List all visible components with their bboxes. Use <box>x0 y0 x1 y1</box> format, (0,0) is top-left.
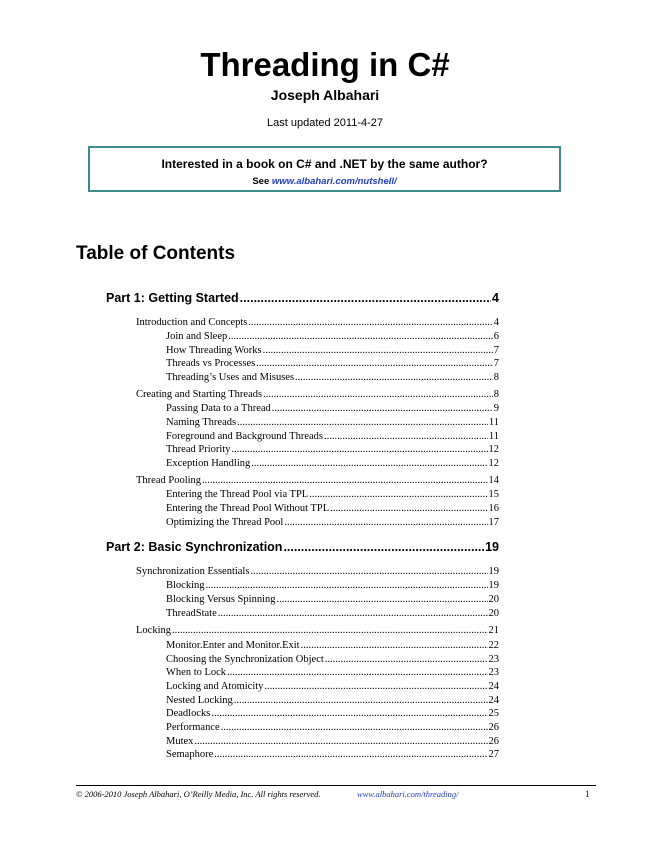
toc-subsection-entry[interactable] <box>166 721 499 734</box>
toc-entry-label: Optimizing the Thread Pool <box>166 517 284 528</box>
toc-leader-dots <box>272 402 493 415</box>
toc-entry-label: Entering the Thread Pool via TPL <box>166 489 309 500</box>
toc-entry-label: Entering the Thread Pool Without TPL <box>166 503 330 514</box>
toc-leader-dots <box>283 540 484 555</box>
toc-entry-page: 4 <box>492 291 499 305</box>
toc-leader-dots <box>221 721 488 734</box>
toc-leader-dots <box>234 694 488 707</box>
toc-subsection-entry[interactable] <box>166 443 499 456</box>
toc-entry-page: 16 <box>488 503 499 514</box>
toc-leader-dots <box>206 579 488 592</box>
toc-entry-label: Threads vs Processes <box>166 358 256 369</box>
toc-entry-page: 22 <box>488 640 499 651</box>
toc-leader-dots <box>248 316 492 329</box>
toc-entry-label: Performance <box>166 722 220 733</box>
toc-entry-page: 17 <box>488 517 499 528</box>
toc-subsection-entry[interactable] <box>166 357 499 370</box>
toc-entry-page: 21 <box>488 625 499 636</box>
toc-entry-page: 11 <box>488 431 499 442</box>
toc-part-entry[interactable] <box>106 291 499 306</box>
toc-entry-label: Part 2: Basic Synchronization <box>106 540 283 554</box>
toc-leader-dots <box>218 607 488 620</box>
toc-leader-dots <box>325 653 488 666</box>
toc-entry-label: Join and Sleep <box>166 331 228 342</box>
toc-leader-dots <box>227 666 487 679</box>
toc-leader-dots <box>256 357 493 370</box>
toc-entry-label: Passing Data to a Thread <box>166 403 271 414</box>
toc-leader-dots <box>276 593 487 606</box>
toc-section-entry[interactable] <box>136 316 499 329</box>
toc-entry-page: 9 <box>493 403 499 414</box>
toc-entry-label: Monitor.Enter and Monitor.Exit <box>166 640 300 651</box>
toc-entry-page: 23 <box>488 654 499 665</box>
toc-subsection-entry[interactable] <box>166 488 499 501</box>
footer-link[interactable]: www.albahari.com/threading/ <box>357 789 459 799</box>
toc-entry-label: Introduction and Concepts <box>136 317 248 328</box>
toc-leader-dots <box>194 735 487 748</box>
document-author: Joseph Albahari <box>270 87 380 103</box>
toc-subsection-entry[interactable] <box>166 748 499 761</box>
toc-entry-label: Mutex <box>166 736 194 747</box>
toc-section-entry[interactable] <box>136 565 499 578</box>
toc-leader-dots <box>263 344 493 357</box>
toc-subsection-entry[interactable] <box>166 694 499 707</box>
promo-box <box>88 146 561 192</box>
toc-leader-dots <box>309 488 487 501</box>
toc-entry-label: How Threading Works <box>166 345 262 356</box>
toc-entry-label: ThreadState <box>166 608 217 619</box>
toc-entry-label: Nested Locking <box>166 695 233 706</box>
footer-page-number: 1 <box>585 789 590 799</box>
toc-subsection-entry[interactable] <box>166 579 499 592</box>
toc-subsection-entry[interactable] <box>166 593 499 606</box>
promo-see-text: See <box>252 176 272 187</box>
toc-leader-dots <box>250 565 487 578</box>
toc-entry-page: 4 <box>493 317 499 328</box>
toc-entry-label: Threading’s Uses and Misuses <box>166 372 295 383</box>
toc-entry-page: 23 <box>488 667 499 678</box>
toc-leader-dots <box>284 516 487 529</box>
toc-entry-page: 24 <box>488 681 499 692</box>
toc-entry-label: Creating and Starting Threads <box>136 389 263 400</box>
toc-entry-label: Semaphore <box>166 749 214 760</box>
last-updated: Last updated 2011-4-27 <box>267 117 383 129</box>
document-title: Threading in C# <box>200 46 450 83</box>
toc-entry-label: Choosing the Synchronization Object <box>166 654 324 665</box>
toc-entry-page: 12 <box>488 458 499 469</box>
toc-entry-label: Thread Priority <box>166 444 231 455</box>
toc-subsection-entry[interactable] <box>166 680 499 693</box>
toc-entry-page: 14 <box>488 475 499 486</box>
promo-link[interactable]: www.albahari.com/nutshell/ <box>271 176 397 187</box>
toc-entry-page: 15 <box>488 489 499 500</box>
toc-entry-page: 8 <box>493 389 499 400</box>
toc-subsection-entry[interactable] <box>166 502 499 515</box>
toc-entry-label: Locking <box>136 625 171 636</box>
toc-entry-page: 7 <box>493 345 499 356</box>
toc-leader-dots <box>251 457 487 470</box>
toc-subsection-entry[interactable] <box>166 516 499 529</box>
toc-subsection-entry[interactable] <box>166 344 499 357</box>
toc-entry-label: Synchronization Essentials <box>136 566 250 577</box>
toc-subsection-entry[interactable] <box>166 666 499 679</box>
toc-entry-page: 19 <box>488 580 499 591</box>
toc-leader-dots <box>324 430 488 443</box>
toc-leader-dots <box>231 443 487 456</box>
promo-title: Interested in a book on C# and .NET by the same author? <box>161 157 488 171</box>
toc-leader-dots <box>240 291 491 306</box>
toc-entry-page: 27 <box>488 749 499 760</box>
toc-subsection-entry[interactable] <box>166 330 499 343</box>
toc-subsection-entry[interactable] <box>166 607 499 620</box>
footer-rule <box>76 785 596 786</box>
toc-leader-dots <box>263 388 493 401</box>
toc-leader-dots <box>295 371 493 384</box>
toc-subsection-entry[interactable] <box>166 735 499 748</box>
toc-entry-page: 20 <box>488 608 499 619</box>
toc-subsection-entry[interactable] <box>166 371 499 384</box>
toc-subsection-entry[interactable] <box>166 707 499 720</box>
toc-entry-label: When to Lock <box>166 667 227 678</box>
toc-section-entry[interactable] <box>136 474 499 487</box>
toc-leader-dots <box>214 748 487 761</box>
toc-subsection-entry[interactable] <box>166 430 499 443</box>
toc-entry-page: 6 <box>493 331 499 342</box>
toc-subsection-entry[interactable] <box>166 653 499 666</box>
toc-leader-dots <box>301 639 488 652</box>
toc-entry-label: Blocking Versus Spinning <box>166 594 276 605</box>
toc-entry-label: Naming Threads <box>166 417 237 428</box>
toc-leader-dots <box>202 474 487 487</box>
toc-entry-page: 7 <box>493 358 499 369</box>
toc-subsection-entry[interactable] <box>166 402 499 415</box>
footer-copyright: © 2006-2010 Joseph Albahari, O’Reilly Media, Inc. All rights reserved. <box>76 789 321 799</box>
toc-leader-dots <box>211 707 487 720</box>
toc-entry-label: Thread Pooling <box>136 475 202 486</box>
promo-line <box>90 176 559 188</box>
toc-entry-page: 19 <box>485 540 499 554</box>
toc-heading: Table of Contents <box>76 243 236 264</box>
toc-entry-label: Foreground and Background Threads <box>166 431 323 442</box>
toc-entry-label: Exception Handling <box>166 458 251 469</box>
toc-leader-dots <box>264 680 487 693</box>
toc-entry-page: 26 <box>488 736 499 747</box>
toc-entry-page: 11 <box>488 417 499 428</box>
toc-subsection-entry[interactable] <box>166 457 499 470</box>
toc-section-entry[interactable] <box>136 624 499 637</box>
toc-entry-page: 25 <box>488 708 499 719</box>
toc-part-entry[interactable] <box>106 540 499 555</box>
toc-entry-page: 12 <box>488 444 499 455</box>
toc-leader-dots <box>228 330 493 343</box>
toc-entry-page: 8 <box>493 372 499 383</box>
toc-leader-dots <box>172 624 488 637</box>
toc-entry-page: 26 <box>488 722 499 733</box>
toc-entry-page: 19 <box>488 566 499 577</box>
toc-entry-page: 24 <box>488 695 499 706</box>
toc-entry-label: Part 1: Getting Started <box>106 291 239 305</box>
toc-entry-label: Deadlocks <box>166 708 211 719</box>
toc-entry-page: 20 <box>488 594 499 605</box>
toc-entry-label: Locking and Atomicity <box>166 681 264 692</box>
toc-section-entry[interactable] <box>136 388 499 401</box>
toc-entry-label: Blocking <box>166 580 205 591</box>
toc-leader-dots <box>330 502 487 515</box>
toc-subsection-entry[interactable] <box>166 416 499 429</box>
toc-leader-dots <box>237 416 488 429</box>
toc-subsection-entry[interactable] <box>166 639 499 652</box>
